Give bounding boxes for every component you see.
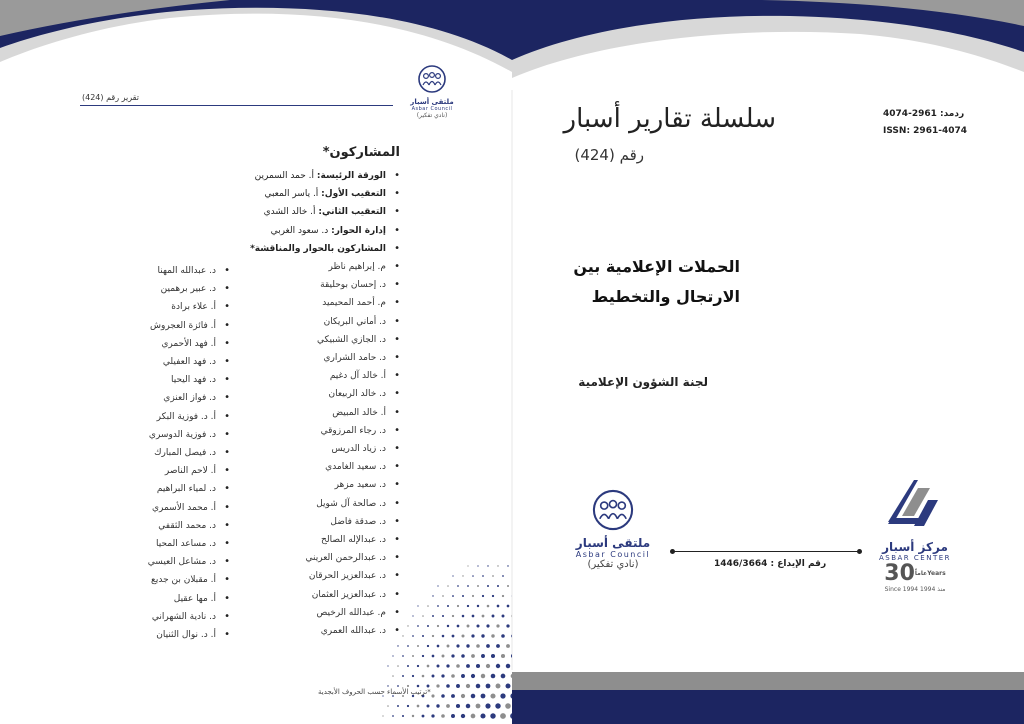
participant-item: د. فيصل المبارك •	[110, 444, 230, 462]
participant-item: د. محمد الثقفي •	[110, 517, 230, 535]
participant-item: د. فوزية الدوسري •	[110, 426, 230, 444]
people-circle-icon	[417, 64, 447, 94]
role-label: إدارة الحوار:	[331, 225, 386, 236]
council-name-en: Asbar Council	[575, 550, 651, 559]
participant-item: د. الجازي الشبيكي •	[220, 331, 400, 349]
participant-item: د. فهد اليحيا •	[110, 371, 230, 389]
series-title: سلسلة تقارير أسبار	[563, 104, 776, 134]
participant-item: د. نادية الشهراني •	[110, 608, 230, 626]
since-ar: منذ 1994	[920, 586, 946, 593]
participant-item: د. عبدالرحمن العريني •	[220, 549, 400, 567]
participant-item: د. عبير برهمين •	[110, 280, 230, 298]
issn-ar: ردمد: 2961-4074	[883, 109, 965, 119]
participant-item: د. صدقة فاضل •	[220, 513, 400, 531]
role-name: د. سعود الغربي	[270, 225, 332, 236]
since-line	[877, 586, 953, 593]
participant-item: أ. د. فوزية البكر •	[110, 408, 230, 426]
participant-item: د. مساعد المحيا •	[110, 535, 230, 553]
role-item	[220, 185, 400, 203]
participant-item: د. زياد الدريس •	[220, 440, 400, 458]
participant-item: م. عبدالله الرخيص •	[220, 604, 400, 622]
participant-item: د. صالحة آل شويل •	[220, 495, 400, 513]
role-label: التعقيب الأول:	[321, 189, 386, 200]
header-report-number: تقرير رقم (424)	[82, 93, 139, 102]
participant-item: د. حامد الشراري •	[220, 349, 400, 367]
since-en: Since 1994	[884, 586, 919, 593]
role-name: أ. خالد الشدي	[263, 207, 319, 218]
participant-item: أ. لاحم الناصر •	[110, 462, 230, 480]
deposit-rule	[672, 551, 860, 552]
role-label: التعقيب الثاني:	[318, 207, 386, 218]
header-rule	[80, 105, 393, 106]
participant-item: د. خالد الربيعان •	[220, 385, 400, 403]
role-name: أ. ياسر المعبي	[264, 189, 322, 200]
participant-item: أ. مقبلان بن جديع •	[110, 571, 230, 589]
participant-item: د. عبدالعزيز الحرقان •	[220, 567, 400, 585]
role-label: المشاركون بالحوار والمناقشة*	[250, 243, 386, 254]
participant-item: أ. فائزة العجروش •	[110, 317, 230, 335]
asbar-mark-icon	[884, 478, 946, 534]
anniversary-badge	[877, 562, 953, 586]
roles-list	[220, 167, 400, 258]
participant-item: م. إبراهيم ناظر •	[220, 258, 400, 276]
issn-block	[883, 106, 967, 140]
participant-item: د. لمياء البراهيم •	[110, 480, 230, 498]
committee-name: لجنة الشؤون الإعلامية	[578, 375, 708, 389]
report-title	[573, 252, 740, 312]
series-number: رقم (424)	[574, 146, 644, 164]
participant-item: أ. خالد المبيض •	[220, 404, 400, 422]
issn-en: ISSN: 2961-4074	[883, 126, 968, 136]
top-wave-decoration	[0, 0, 1024, 90]
center-name-ar: مركز أسبار	[882, 540, 948, 554]
participant-item: د. عبدالإله الصالح •	[220, 531, 400, 549]
participant-item: د. عبدالعزيز العثمان •	[220, 586, 400, 604]
council-subtitle: (نادي تفكير)	[416, 112, 448, 119]
participant-item: د. رجاء المرزوقي •	[220, 422, 400, 440]
role-item	[220, 167, 400, 185]
years-en: Years	[927, 570, 946, 577]
council-name-ar: ملتقى أسبار	[575, 536, 651, 550]
participant-item: د. فهد العفيلي •	[110, 353, 230, 371]
participant-item: أ. فهد الأحمري •	[110, 335, 230, 353]
role-item	[220, 222, 400, 240]
participant-item: أ. محمد الأسمري •	[110, 499, 230, 517]
council-subtitle: (نادي تفكير)	[587, 559, 639, 570]
role-item	[220, 203, 400, 221]
council-logo	[573, 488, 653, 570]
report-title-line-2: الارتجال والتخطيط	[591, 287, 740, 306]
participants-title: المشاركون*	[322, 145, 400, 160]
participants-list-column-2	[110, 262, 230, 644]
participant-item: أ. خالد آل دغيم •	[220, 367, 400, 385]
center-name-en: ASBAR CENTER	[878, 554, 952, 562]
participant-item: م. أحمد المحيميد •	[220, 294, 400, 312]
deposit-number: رقم الإيداع : 1446/3664	[714, 559, 827, 569]
participant-item: د. أماني البريكان •	[220, 313, 400, 331]
role-name: أ. حمد السمرين	[254, 171, 317, 181]
bottom-band-navy	[512, 690, 1024, 724]
participant-item: أ. د. نوال الثنيان •	[110, 626, 230, 644]
role-label: الورقة الرئيسة:	[316, 171, 386, 181]
years-ar: عاماً	[914, 570, 928, 577]
role-item	[220, 240, 400, 258]
years-number: 30	[884, 561, 915, 586]
council-logo-small	[408, 64, 456, 119]
participant-item: أ. علاء برادة •	[110, 298, 230, 316]
bottom-band-gray	[512, 672, 1024, 690]
footnote: *ترتيب الأسماء حسب الحروف الأبجدية	[318, 688, 431, 696]
asbar-center-logo	[877, 478, 953, 593]
participant-item: د. سعيد مزهر •	[220, 476, 400, 494]
participant-item: د. عبدالله المهنا •	[110, 262, 230, 280]
participant-item: د. فواز العنزي •	[110, 389, 230, 407]
people-circle-icon	[591, 488, 635, 532]
participant-item: أ. مها عقيل •	[110, 590, 230, 608]
council-name-ar: ملتقى أسبار	[410, 98, 454, 106]
council-name-en: Asbar Council	[411, 106, 453, 112]
participant-item: د. سعيد الغامدي •	[220, 458, 400, 476]
participant-item: د. عبدالله العمري •	[220, 622, 400, 640]
participant-item: د. إحسان بوحليقة •	[220, 276, 400, 294]
report-title-line-1: الحملات الإعلامية بين	[573, 257, 740, 276]
participant-item: د. مشاعل العيسي •	[110, 553, 230, 571]
